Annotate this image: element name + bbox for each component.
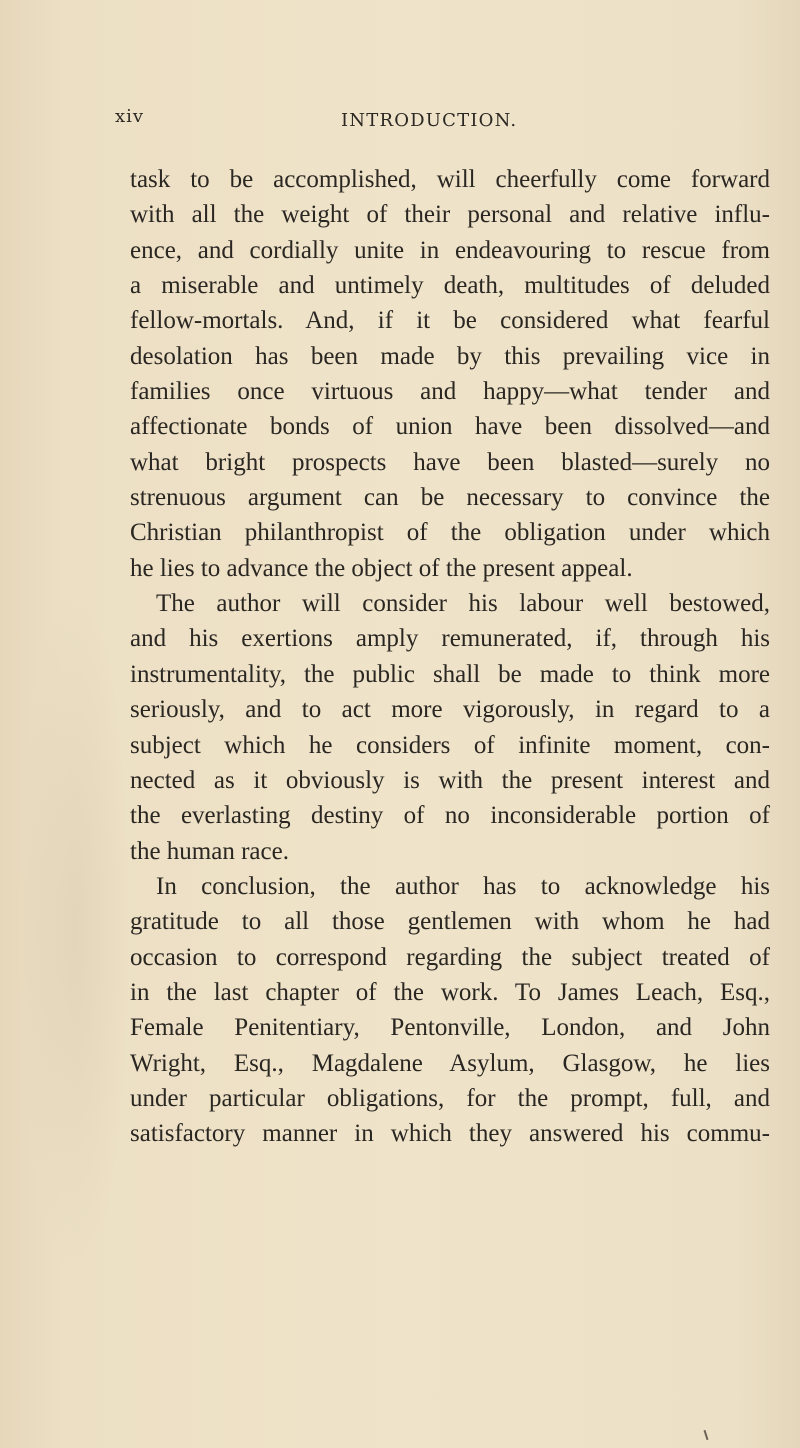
- body-text: [130, 162, 770, 1152]
- text-line: fellow-mortals. And, if it be considered what fearful: [130, 307, 770, 335]
- text-line: instrumentality, the public shall be made to think more: [130, 660, 770, 688]
- text-line: families once virtuous and happy—what tender and: [130, 378, 770, 406]
- text-line: nected as it obviously is with the present interest and: [130, 766, 770, 794]
- text-line: occasion to correspond regarding the subject treated of: [130, 943, 770, 971]
- paragraph-start-line: The author will consider his labour well bestowed,: [156, 590, 770, 618]
- text-line: seriously, and to act more vigorously, in regard to a: [130, 696, 770, 724]
- text-line: desolation has been made by this prevailing vice in: [130, 342, 770, 370]
- text-line: a miserable and untimely death, multitudes of deluded: [130, 272, 770, 300]
- text-line: under particular obligations, for the prompt, full, and: [130, 1084, 770, 1112]
- page-number: xiv: [115, 106, 145, 127]
- text-line: and his exertions amply remunerated, if, through his: [130, 625, 770, 653]
- text-line: Wright, Esq., Magdalene Asylum, Glasgow, he lies: [130, 1049, 770, 1077]
- text-line: gratitude to all those gentlemen with whom he had: [130, 908, 770, 936]
- running-head: INTRODUCTION.: [341, 110, 518, 131]
- paragraph-start-line: In conclusion, the author has to acknowledge his: [156, 872, 770, 900]
- text-line: ence, and cordially unite in endeavouring to rescue from: [130, 236, 770, 264]
- text-line: subject which he considers of infinite moment, con-: [130, 731, 770, 759]
- text-line: the human race.: [130, 837, 289, 865]
- text-line: satisfactory manner in which they answered his commu-: [130, 1120, 770, 1148]
- text-line: he lies to advance the object of the present appeal.: [130, 554, 633, 582]
- text-line: task to be accomplished, will cheerfully come forward: [130, 166, 770, 193]
- margin-pencil-marks: [20, 580, 130, 1280]
- text-line: Female Penitentiary, Pentonville, London, and John: [130, 1014, 770, 1042]
- text-line: affectionate bonds of union have been dissolved—and: [130, 413, 770, 441]
- stray-mark: [704, 1430, 709, 1440]
- text-line: what bright prospects have been blasted—surely no: [130, 448, 770, 476]
- text-line: in the last chapter of the work. To James Leach, Esq.,: [130, 978, 770, 1006]
- text-line: with all the weight of their personal and relative influ-: [130, 201, 770, 229]
- text-line: strenuous argument can be necessary to convince the: [130, 484, 770, 512]
- text-line: the everlasting destiny of no inconsiderable portion of: [130, 802, 770, 830]
- text-line: Christian philanthropist of the obligation under which: [130, 519, 770, 547]
- page-header: [0, 106, 800, 140]
